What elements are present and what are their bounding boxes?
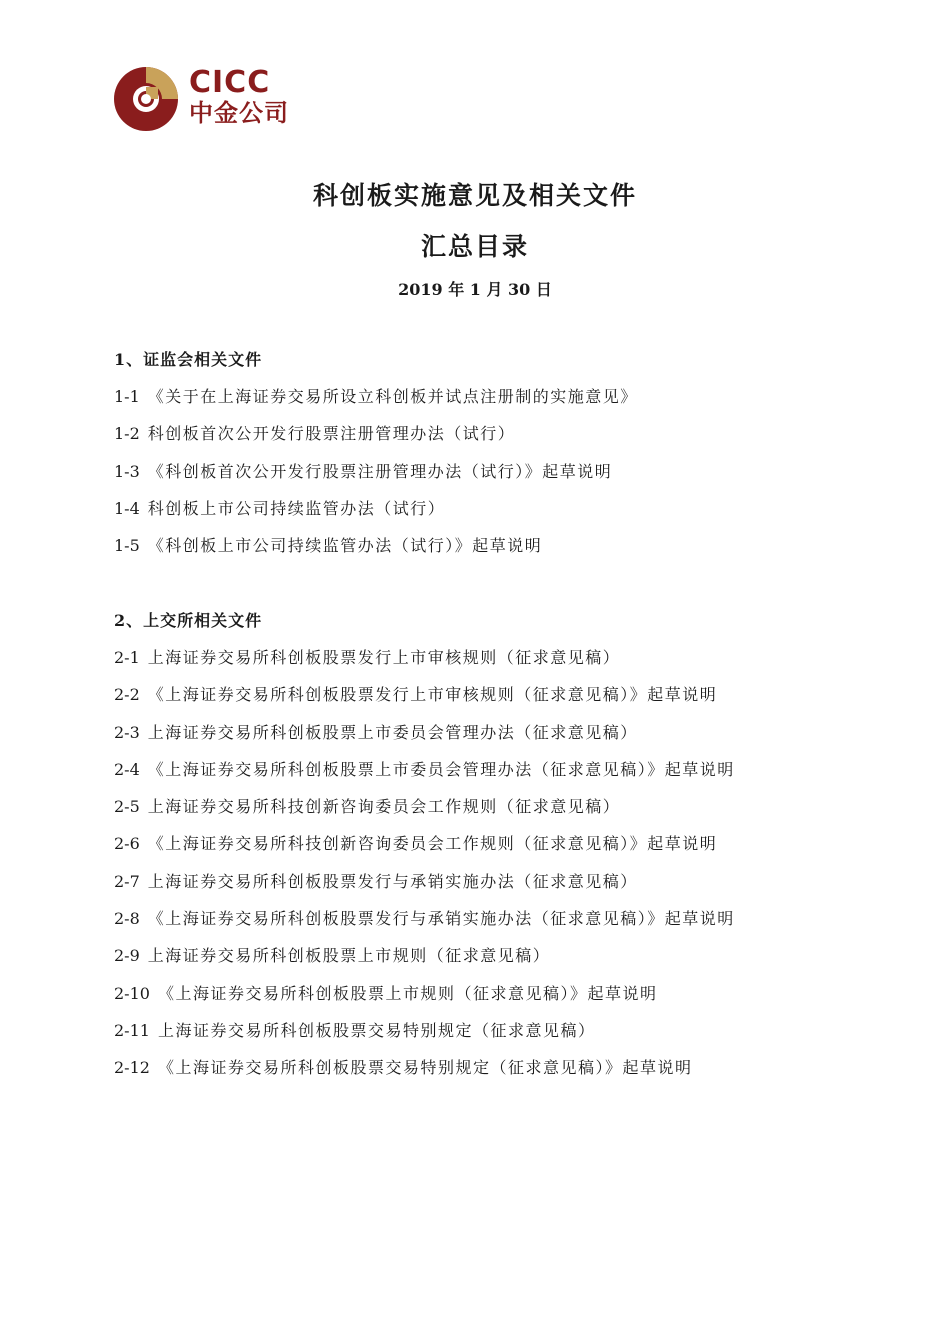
toc-item [114, 758, 874, 782]
toc-item-title: 《上海证券交易所科创板股票上市规则（征求意见稿）》起草说明 [157, 983, 658, 1003]
toc-item-number: 1-2 [114, 424, 140, 444]
toc-item-number: 2-2 [114, 685, 140, 705]
logo-brand-en: CICC [189, 65, 271, 100]
section-csrc-documents [114, 348, 874, 571]
toc-item-title: 上海证券交易所科技创新咨询委员会工作规则（征求意见稿） [147, 797, 621, 817]
toc-item [114, 795, 874, 819]
toc-item-number: 2-5 [114, 797, 140, 817]
logo-wordmark [189, 65, 289, 127]
toc-item-title: 《关于在上海证券交易所设立科创板并试点注册制的实施意见》 [147, 387, 638, 406]
cicc-logo-icon [113, 66, 179, 132]
toc-item [114, 422, 874, 446]
section-heading: 2、上交所相关文件 [114, 611, 263, 630]
toc-item [114, 1019, 874, 1043]
toc-item-title: 《科创板上市公司持续监管办法（试行）》起草说明 [147, 536, 543, 556]
toc-item [114, 460, 874, 484]
toc-item [114, 907, 874, 931]
toc-item-number: 2-8 [114, 909, 140, 929]
toc-item [114, 683, 874, 707]
toc-item-number: 1-4 [114, 498, 140, 518]
toc-item-title: 科创板上市公司持续监管办法（试行） [147, 498, 446, 518]
toc-item-title: 上海证券交易所科创板股票上市规则（征求意见稿） [147, 946, 551, 966]
toc-item-number: 2-9 [114, 946, 140, 966]
logo-brand-cn: 中金公司 [189, 99, 289, 127]
toc-item-title: 上海证券交易所科创板股票发行上市审核规则（征求意见稿） [147, 648, 621, 667]
toc-item-title: 《上海证券交易所科创板股票发行上市审核规则（征求意见稿）》起草说明 [147, 685, 718, 705]
toc-item [114, 982, 874, 1006]
toc-item-number: 1-1 [114, 387, 140, 406]
toc-item [114, 870, 874, 894]
toc-item-title: 科创板首次公开发行股票注册管理办法（试行） [147, 424, 516, 444]
cicc-logo [113, 66, 303, 134]
toc-item-title: 上海证券交易所科创板股票发行与承销实施办法（征求意见稿） [147, 871, 638, 891]
toc-item [114, 944, 874, 968]
toc-item [114, 721, 874, 745]
document-subtitle: 汇总目录 [420, 232, 529, 261]
toc-item-number: 2-10 [114, 983, 150, 1003]
toc-item-number: 1-3 [114, 461, 140, 481]
toc-item-number: 2-6 [114, 834, 140, 854]
toc-item [114, 1056, 874, 1080]
toc-item-number: 2-11 [114, 1020, 150, 1040]
toc-item [114, 832, 874, 856]
toc-item [114, 497, 874, 521]
section-heading: 1、证监会相关文件 [114, 350, 263, 369]
toc-item [114, 385, 874, 409]
toc-item-number: 2-7 [114, 871, 140, 891]
toc-item-number: 2-4 [114, 759, 140, 779]
toc-item-title: 《上海证券交易所科创板股票上市委员会管理办法（征求意见稿）》起草说明 [147, 759, 735, 779]
section-sse-documents [114, 609, 874, 1094]
toc-item-title: 《科创板首次公开发行股票注册管理办法（试行）》起草说明 [147, 461, 613, 481]
toc-item-number: 1-5 [114, 536, 140, 556]
toc-item-number: 2-3 [114, 722, 140, 742]
toc-item-title: 《上海证券交易所科创板股票交易特别规定（征求意见稿）》起草说明 [157, 1058, 693, 1078]
toc-item-title: 上海证券交易所科创板股票上市委员会管理办法（征求意见稿） [147, 722, 638, 742]
document-title: 科创板实施意见及相关文件 [312, 181, 637, 210]
toc-item [114, 646, 874, 670]
toc-item-title: 《上海证券交易所科技创新咨询委员会工作规则（征求意见稿）》起草说明 [147, 834, 718, 854]
toc-item-title: 上海证券交易所科创板股票交易特别规定（征求意见稿） [157, 1020, 596, 1040]
document-date: 2019 年 1 月 30 日 [398, 280, 552, 299]
toc-item [114, 534, 874, 558]
toc-item-title: 《上海证券交易所科创板股票发行与承销实施办法（征求意见稿）》起草说明 [147, 909, 735, 929]
toc-item-number: 2-1 [114, 648, 140, 667]
toc-item-number: 2-12 [114, 1058, 150, 1078]
